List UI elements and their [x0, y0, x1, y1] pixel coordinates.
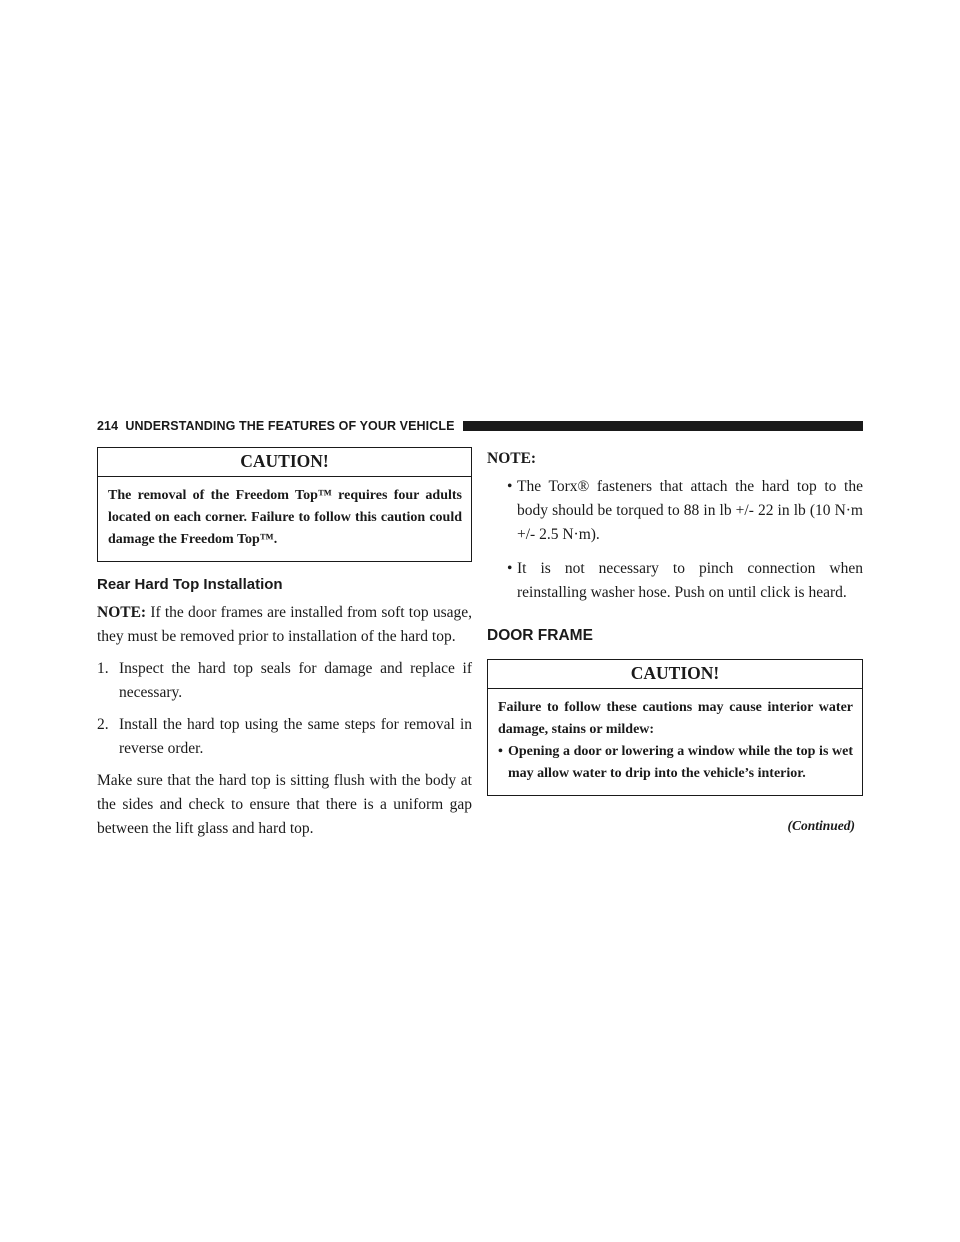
bullet-icon: • — [507, 478, 513, 495]
caution-box-door-frame — [487, 659, 863, 796]
bullet-icon: • — [498, 744, 503, 759]
step-text: Inspect the hard top seals for damage and replace if necessary. — [119, 660, 472, 701]
caution-intro: Failure to follow these cautions may cause interior water damage, stains or mildew: — [498, 700, 853, 737]
bullet-text: It is not necessary to pinch connection when reinstalling washer hose. Push on until click is heard. — [517, 560, 863, 601]
caution-title: CAUTION! — [488, 660, 862, 689]
step-number: 2. — [97, 716, 109, 733]
caution-body — [488, 689, 862, 795]
caution-box-freedom-top — [97, 447, 472, 562]
note-bullets — [487, 475, 863, 605]
note-label-paragraph — [487, 447, 863, 471]
section-heading-door-frame: DOOR FRAME — [487, 627, 593, 644]
header-title: UNDERSTANDING THE FEATURES OF YOUR VEHICLE — [125, 419, 455, 433]
note-text: If the door frames are installed from soft top usage, they must be removed prior to installation of the hard top. — [97, 604, 472, 645]
left-column — [97, 447, 472, 841]
bullet-text: Opening a door or lowering a window while the top is wet may allow water to drip into the vehicle’s interior. — [508, 744, 853, 781]
bullet-text: The Torx® fasteners that attach the hard top to the body should be torqued to 88 in lb +/- 22 in lb (10 N·m +/- 2.5 N·m). — [517, 478, 863, 543]
caution-text: The removal of the Freedom Top™ requires four adults located on each corner. Failure to follow this caution could damage the Freedom Top™. — [108, 488, 462, 547]
header-rule — [463, 421, 863, 431]
note-paragraph — [97, 601, 472, 649]
bullet-icon: • — [507, 560, 513, 577]
right-column — [487, 447, 863, 834]
list-item — [498, 741, 853, 785]
closing-paragraph: Make sure that the hard top is sitting flush with the body at the sides and check to ensure that there is a uniform gap between the lift glass and hard top. — [97, 772, 472, 837]
list-item — [487, 557, 863, 605]
page-header — [97, 419, 863, 433]
step-text: Install the hard top using the same steps for removal in reverse order. — [119, 716, 472, 757]
step-item — [97, 657, 472, 705]
step-item — [97, 713, 472, 761]
list-item — [487, 475, 863, 547]
header-text — [97, 419, 455, 433]
caution-title: CAUTION! — [98, 448, 471, 477]
section-heading-rear-hard-top-installation: Rear Hard Top Installation — [97, 576, 283, 593]
step-number: 1. — [97, 660, 109, 677]
page-number: 214 — [97, 419, 119, 433]
continued-label: (Continued) — [787, 818, 855, 833]
note-label: NOTE: — [97, 604, 147, 621]
note-label: NOTE: — [487, 450, 537, 467]
